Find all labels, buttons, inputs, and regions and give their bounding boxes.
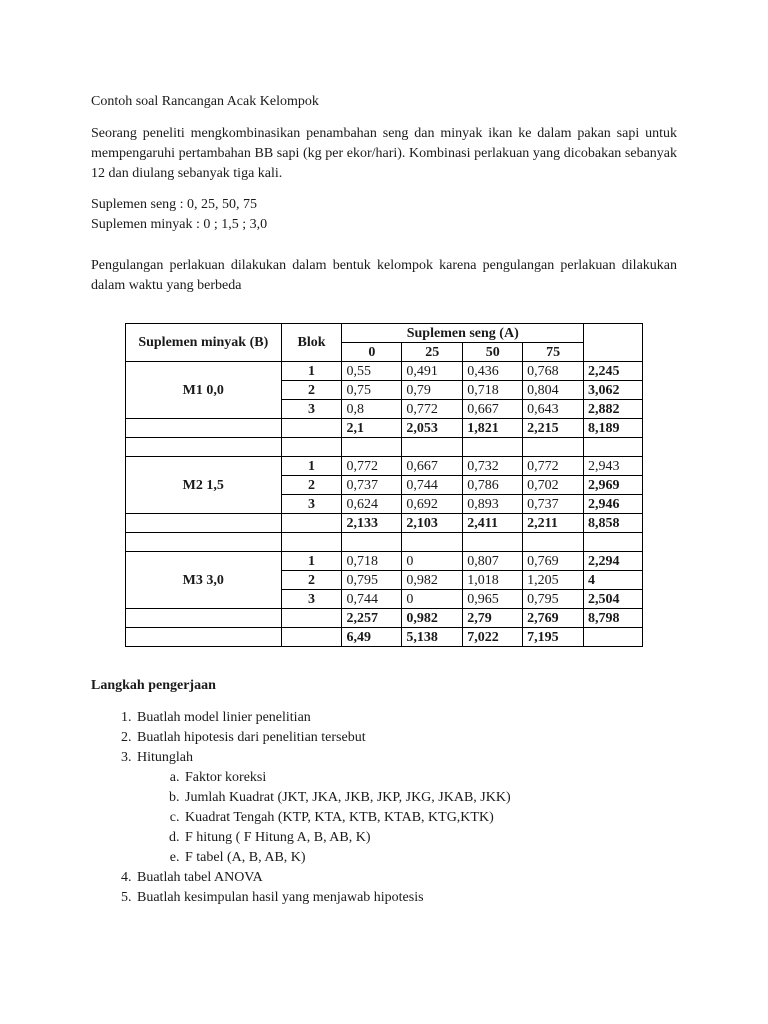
empty-cell — [126, 438, 282, 457]
pengulangan-paragraph: Pengulangan perlakuan dilakukan dalam bentuk kelompok karena pengulangan perlakuan dilakukan dalam waktu yang berbeda — [91, 258, 677, 293]
sub-step-item: c. Kuadrat Tengah (KTP, KTA, KTB, KTAB, KTG,KTK) — [183, 808, 677, 828]
value-cell: 0,667 — [463, 400, 523, 419]
subtotal-cell: 2,1 — [342, 419, 402, 438]
data-table — [125, 323, 643, 647]
empty-cell — [463, 438, 523, 457]
subtotal-cell: 2,215 — [523, 419, 584, 438]
document-body — [91, 92, 677, 296]
empty-cell — [281, 628, 342, 647]
subtotal-cell: 2,103 — [402, 514, 463, 533]
step-item: 3. Hitunglah a. Faktor koreksi b. Jumlah Kuadrat (JKT, JKA, JKB, JKP, JKG, JKAB, JKK) c. Kuadrat Tengah (KTP, KTA, KTB, KTAB, KTG,KTK) d. F hitung ( F Hitung A, B, AB, K) e. F tabel (A, B, AB, K) — [135, 748, 677, 868]
empty-cell — [281, 419, 342, 438]
value-cell: 0,667 — [402, 457, 463, 476]
value-cell: 0,718 — [463, 381, 523, 400]
group-label: M2 1,5 — [126, 457, 282, 514]
value-cell: 0,436 — [463, 362, 523, 381]
header-suplemen-minyak: Suplemen minyak (B) — [126, 324, 282, 362]
blok-cell: 3 — [281, 495, 342, 514]
subtotal-total-cell: 8,858 — [584, 514, 643, 533]
empty-cell — [281, 609, 342, 628]
value-cell: 0,75 — [342, 381, 402, 400]
subtotal-row — [126, 514, 643, 533]
row-total-cell: 2,504 — [584, 590, 643, 609]
value-cell: 0,8 — [342, 400, 402, 419]
empty-cell — [584, 628, 643, 647]
grand-total-cell: 5,138 — [402, 628, 463, 647]
blok-cell: 3 — [281, 590, 342, 609]
value-cell: 0,737 — [523, 495, 584, 514]
value-cell: 0,982 — [402, 571, 463, 590]
header-level: 50 — [463, 343, 523, 362]
subtotal-cell: 2,133 — [342, 514, 402, 533]
value-cell: 0,795 — [523, 590, 584, 609]
subtotal-cell: 2,257 — [342, 609, 402, 628]
empty-cell — [342, 438, 402, 457]
blok-cell: 2 — [281, 571, 342, 590]
value-cell: 0,692 — [402, 495, 463, 514]
step-item: 1. Buatlah model linier penelitian — [135, 708, 677, 728]
subtotal-row — [126, 609, 643, 628]
subtotal-cell: 2,211 — [523, 514, 584, 533]
suplemen-seng-line: Suplemen seng : 0, 25, 50, 75 — [91, 197, 258, 212]
row-total-cell: 2,882 — [584, 400, 643, 419]
row-total-cell: 4 — [584, 571, 643, 590]
row-total-cell: 2,294 — [584, 552, 643, 571]
value-cell: 1,205 — [523, 571, 584, 590]
row-total-cell: 2,969 — [584, 476, 643, 495]
table-header-row — [126, 324, 643, 343]
empty-cell — [584, 438, 643, 457]
header-level: 75 — [523, 343, 584, 362]
value-cell: 0,807 — [463, 552, 523, 571]
header-total — [584, 324, 643, 362]
row-total-cell: 2,245 — [584, 362, 643, 381]
subtotal-row — [126, 419, 643, 438]
empty-cell — [126, 419, 282, 438]
subtotal-cell: 2,769 — [523, 609, 584, 628]
empty-cell — [523, 533, 584, 552]
value-cell: 0,772 — [342, 457, 402, 476]
grand-total-cell: 7,195 — [523, 628, 584, 647]
table-row — [126, 457, 643, 476]
sub-step-item: e. F tabel (A, B, AB, K) — [183, 848, 677, 868]
empty-cell — [402, 533, 463, 552]
table-row — [126, 552, 643, 571]
empty-cell — [523, 438, 584, 457]
steps-heading: Langkah pengerjaan — [91, 678, 216, 693]
value-cell: 0,965 — [463, 590, 523, 609]
value-cell: 0,718 — [342, 552, 402, 571]
value-cell: 0,772 — [523, 457, 584, 476]
empty-cell — [281, 514, 342, 533]
value-cell: 0 — [402, 590, 463, 609]
subtotal-cell: 1,821 — [463, 419, 523, 438]
empty-cell — [126, 609, 282, 628]
step-item: 2. Buatlah hipotesis dari penelitian tersebut — [135, 728, 677, 748]
blok-cell: 2 — [281, 381, 342, 400]
value-cell: 0,795 — [342, 571, 402, 590]
value-cell: 0 — [402, 552, 463, 571]
blok-cell: 1 — [281, 552, 342, 571]
value-cell: 0,744 — [342, 590, 402, 609]
value-cell: 0,55 — [342, 362, 402, 381]
value-cell: 0,702 — [523, 476, 584, 495]
table-row — [126, 362, 643, 381]
spacer-row — [126, 438, 643, 457]
empty-cell — [463, 533, 523, 552]
value-cell: 0,624 — [342, 495, 402, 514]
step-item: 4. Buatlah tabel ANOVA — [135, 868, 677, 888]
group-label: M1 0,0 — [126, 362, 282, 419]
sub-step-item: d. F hitung ( F Hitung A, B, AB, K) — [183, 828, 677, 848]
step-item: 5. Buatlah kesimpulan hasil yang menjawab hipotesis — [135, 888, 677, 908]
value-cell: 0,786 — [463, 476, 523, 495]
value-cell: 0,772 — [402, 400, 463, 419]
empty-cell — [584, 533, 643, 552]
blok-cell: 1 — [281, 457, 342, 476]
value-cell: 0,79 — [402, 381, 463, 400]
suplemen-minyak-line: Suplemen minyak : 0 ; 1,5 ; 3,0 — [91, 217, 268, 232]
header-blok: Blok — [281, 324, 342, 362]
subtotal-cell: 0,982 — [402, 609, 463, 628]
row-total-cell: 2,946 — [584, 495, 643, 514]
spacer-row — [126, 533, 643, 552]
steps-list — [91, 708, 677, 908]
steps-section — [91, 676, 677, 908]
value-cell: 0,768 — [523, 362, 584, 381]
value-cell: 1,018 — [463, 571, 523, 590]
grand-total-row — [126, 628, 643, 647]
empty-cell — [126, 514, 282, 533]
grand-total-cell: 6,49 — [342, 628, 402, 647]
subtotal-cell: 2,411 — [463, 514, 523, 533]
grand-total-cell: 7,022 — [463, 628, 523, 647]
intro-paragraph: Seorang peneliti mengkombinasikan penambahan seng dan minyak ikan ke dalam pakan sapi untuk mempengaruhi pertambahan BB sapi (kg per ekor/hari). Kombinasi perlakuan yang dicobakan sebanyak 12 dan diulang sebanyak tiga kali. — [91, 126, 677, 181]
value-cell: 0,643 — [523, 400, 584, 419]
value-cell: 0,737 — [342, 476, 402, 495]
header-level: 0 — [342, 343, 402, 362]
header-suplemen-seng: Suplemen seng (A) — [342, 324, 584, 343]
empty-cell — [126, 628, 282, 647]
header-level: 25 — [402, 343, 463, 362]
value-cell: 0,744 — [402, 476, 463, 495]
blok-cell: 2 — [281, 476, 342, 495]
value-cell: 0,893 — [463, 495, 523, 514]
empty-cell — [402, 438, 463, 457]
value-cell: 0,491 — [402, 362, 463, 381]
sub-step-item: a. Faktor koreksi — [183, 768, 677, 788]
sub-step-item: b. Jumlah Kuadrat (JKT, JKA, JKB, JKP, JKG, JKAB, JKK) — [183, 788, 677, 808]
empty-cell — [281, 533, 342, 552]
group-label: M3 3,0 — [126, 552, 282, 609]
row-total-cell: 3,062 — [584, 381, 643, 400]
document-title: Contoh soal Rancangan Acak Kelompok — [91, 94, 319, 109]
row-total-cell: 2,943 — [584, 457, 643, 476]
empty-cell — [126, 533, 282, 552]
subtotal-total-cell: 8,798 — [584, 609, 643, 628]
subtotal-cell: 2,053 — [402, 419, 463, 438]
subtotal-total-cell: 8,189 — [584, 419, 643, 438]
blok-cell: 1 — [281, 362, 342, 381]
value-cell: 0,769 — [523, 552, 584, 571]
sub-steps-list — [137, 768, 677, 868]
empty-cell — [342, 533, 402, 552]
subtotal-cell: 2,79 — [463, 609, 523, 628]
value-cell: 0,732 — [463, 457, 523, 476]
empty-cell — [281, 438, 342, 457]
value-cell: 0,804 — [523, 381, 584, 400]
blok-cell: 3 — [281, 400, 342, 419]
